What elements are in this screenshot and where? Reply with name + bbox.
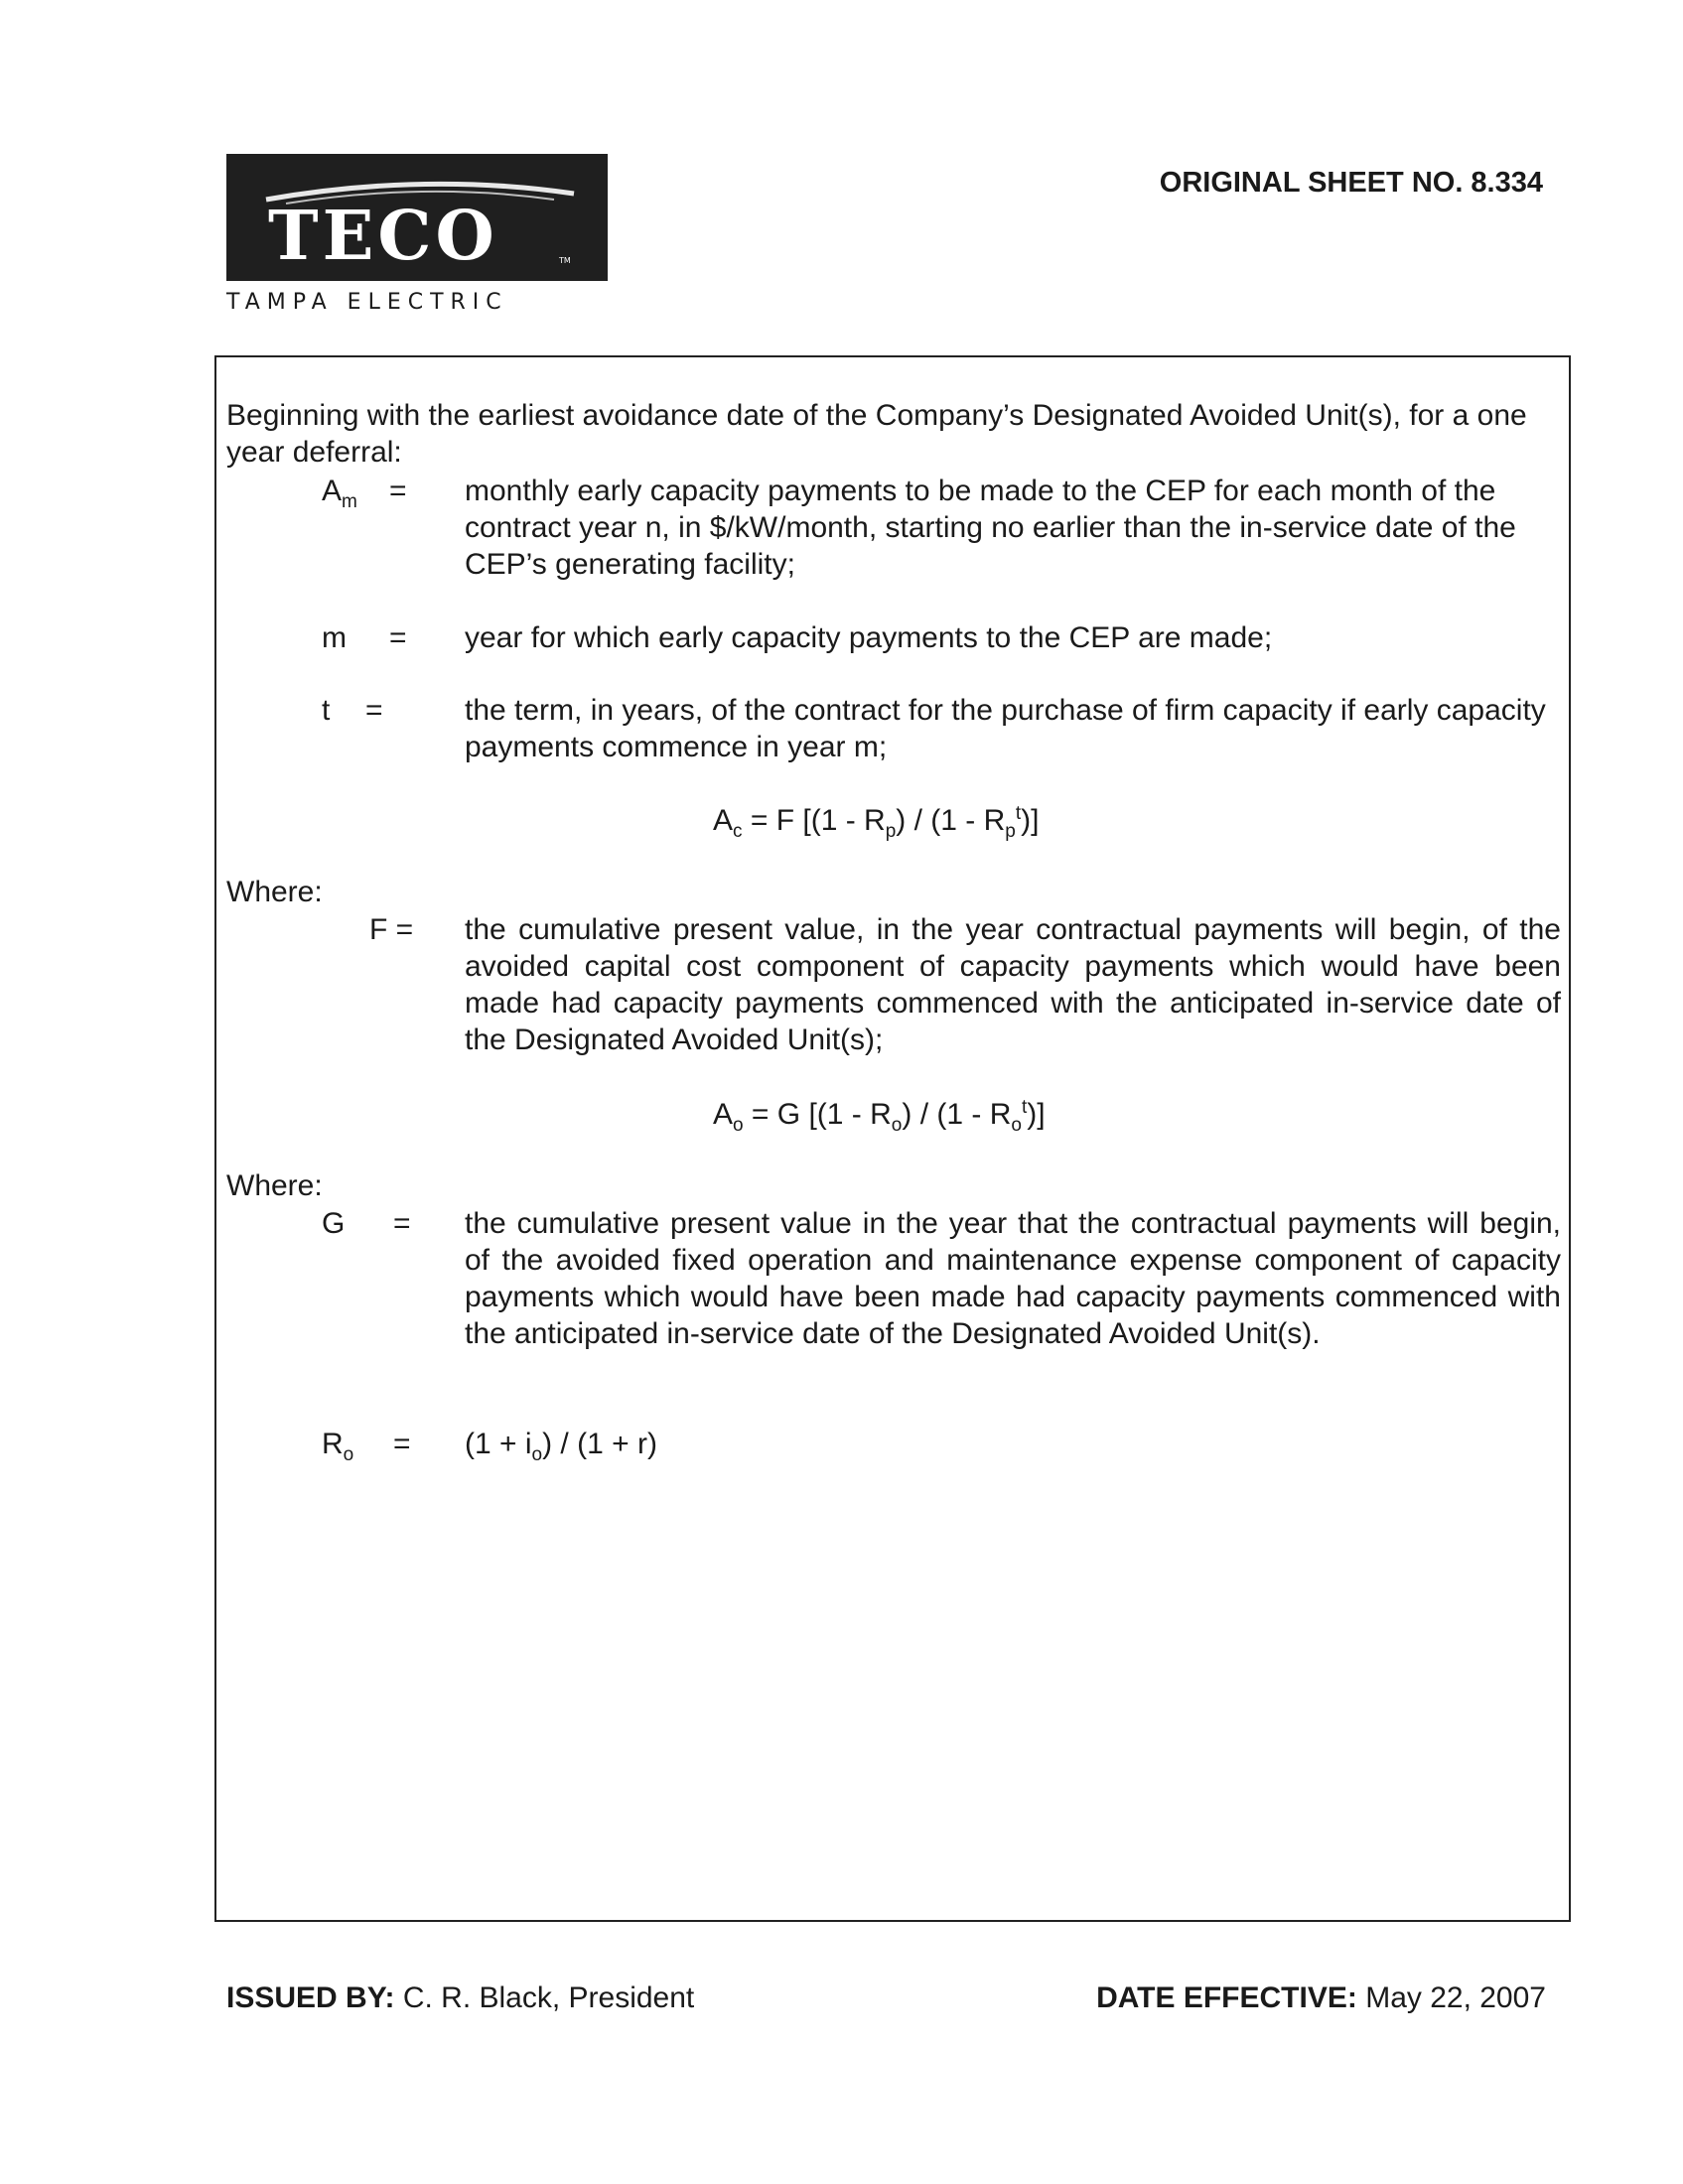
equals-sign: =: [365, 694, 383, 727]
date-effective-label: DATE EFFECTIVE:: [1096, 1981, 1357, 2014]
issued-by-label: ISSUED BY:: [226, 1981, 395, 2014]
definition-am: monthly early capacity payments to be made to the CEP for each month of the contract year n, in $/kW/month, starting no earlier than the in-service date of the CEP’s generating facility;: [465, 475, 1516, 581]
equals-sign: =: [389, 621, 407, 654]
definition-t: the term, in years, of the contract for the purchase of firm capacity if early capacity payments commence in year m;: [465, 694, 1546, 763]
definition-f: the cumulative present value, in the year contractual payments will begin, of the avoided capital cost component of capacity payments which would have been made had capacity payments commenced with the anticipated in-service date of the Designated Avoided Unit(s);: [465, 913, 1561, 1056]
tariff-content-box: [214, 355, 1571, 1922]
formula-ac: $A_c = F$ $[(1 - R_p) / (1 - R_p^t)]$: [713, 803, 1040, 842]
equals-sign: =: [393, 1428, 411, 1460]
issued-by: [226, 1981, 694, 2015]
symbol-ro: $R_o$: [322, 1428, 354, 1465]
sheet-number: ORIGINAL SHEET NO. 8.334: [1159, 167, 1543, 199]
where-label: Where:: [226, 1169, 323, 1202]
date-effective: [1096, 1981, 1546, 2015]
intro-paragraph: Beginning with the earliest avoidance date of the Company’s Designated Avoided Unit(s), for a one year deferral:: [226, 399, 1527, 469]
formula-ao: $A_o = G$ $[(1 - R_o) / (1 - R_o^t)]$: [713, 1097, 1046, 1136]
svg-text:TM: TM: [559, 256, 571, 265]
date-effective-value: May 22, 2007: [1365, 1981, 1546, 2014]
where-label: Where:: [226, 876, 323, 908]
definition-g: the cumulative present value in the year that the contractual payments will begin, of the avoided fixed operation and maintenance expense component of capacity payments which would have been made had capacity payments commenced with the anticipated in-service date of the Designated Avoided Unit(s).: [465, 1207, 1561, 1350]
definition-ro: $(1 + i_o) / (1 + r)$: [465, 1428, 657, 1465]
svg-text:TECO: TECO: [268, 197, 498, 276]
equals-sign: =: [393, 1207, 411, 1240]
company-logo: [226, 154, 608, 281]
teco-logo-graphic: [226, 154, 608, 281]
symbol-t: t: [322, 694, 331, 727]
symbol-am: $A_m$: [322, 475, 357, 512]
symbol-g: G: [322, 1207, 346, 1240]
issued-by-value: C. R. Black, President: [402, 1981, 695, 2014]
symbol-m: m: [322, 621, 347, 654]
symbol-f: F =: [369, 913, 414, 946]
logo-subtitle: TAMPA ELECTRIC: [226, 290, 508, 315]
equals-sign: =: [389, 475, 407, 507]
definition-m: year for which early capacity payments to the CEP are made;: [465, 621, 1273, 654]
